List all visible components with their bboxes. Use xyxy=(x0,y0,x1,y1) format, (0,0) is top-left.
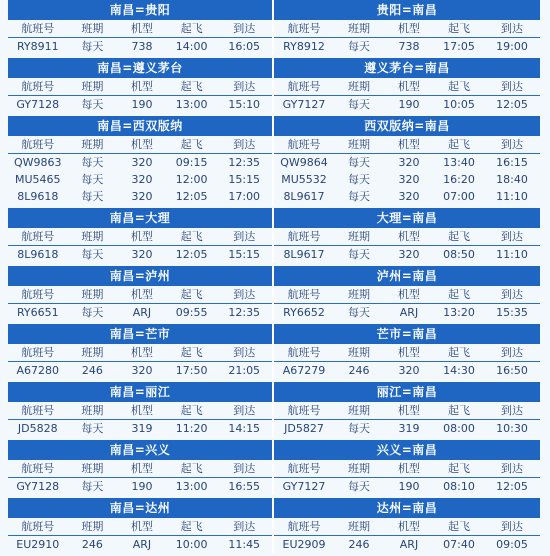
aircraft-type: 319 xyxy=(131,422,153,435)
schedule-days: 每天 xyxy=(348,422,370,435)
departure-time: 08:50 xyxy=(443,248,475,261)
flight-number: GY7128 xyxy=(16,480,60,493)
arrival-time: 10:30 xyxy=(496,422,528,435)
column-header: 航班号 xyxy=(21,346,55,359)
flight-row xyxy=(8,536,272,553)
arrival-time: 12:05 xyxy=(496,480,528,493)
outbound-route xyxy=(8,0,274,55)
aircraft-type: 320 xyxy=(398,173,420,186)
aircraft-type: ARJ xyxy=(132,306,152,319)
column-header: 航班号 xyxy=(287,22,321,35)
route-title: 南昌=丽江 xyxy=(8,382,272,402)
route-title: 南昌=兴义 xyxy=(8,440,272,460)
schedule-days: 每天 xyxy=(81,480,104,493)
column-header: 班期 xyxy=(81,22,104,35)
route-title: 芒市=南昌 xyxy=(274,324,540,344)
flight-row xyxy=(274,304,540,321)
aircraft-type: 320 xyxy=(398,156,420,169)
column-header-row xyxy=(274,286,540,304)
return-route xyxy=(274,0,540,55)
column-header: 到达 xyxy=(501,80,523,93)
departure-time: 08:10 xyxy=(443,480,475,493)
column-header: 到达 xyxy=(501,346,523,359)
column-header: 班期 xyxy=(348,22,370,35)
schedule-days: 每天 xyxy=(348,190,370,203)
schedule-days: 每天 xyxy=(81,190,104,203)
arrival-time: 14:15 xyxy=(228,422,261,435)
arrival-time: 16:05 xyxy=(228,40,261,53)
schedule-days: 每天 xyxy=(81,98,104,111)
schedule-days: 每天 xyxy=(81,173,104,186)
column-header: 班期 xyxy=(81,462,104,475)
route-section xyxy=(8,208,542,263)
column-header-row xyxy=(274,402,540,420)
flight-row xyxy=(274,171,540,188)
column-header: 到达 xyxy=(501,462,523,475)
flight-number: QW9863 xyxy=(14,156,62,169)
outbound-route xyxy=(8,324,274,379)
return-route xyxy=(274,208,540,263)
column-header: 机型 xyxy=(130,404,153,417)
column-header: 起飞 xyxy=(180,404,203,417)
column-header: 到达 xyxy=(233,138,256,151)
flight-row xyxy=(274,154,540,171)
flight-row xyxy=(274,96,540,113)
aircraft-type: 320 xyxy=(398,364,420,377)
return-route xyxy=(274,440,540,495)
arrival-time: 16:50 xyxy=(496,364,528,377)
flight-number: 8L9618 xyxy=(17,190,59,203)
column-header: 机型 xyxy=(130,138,153,151)
schedule-days: 246 xyxy=(81,364,103,377)
outbound-route xyxy=(8,382,274,437)
aircraft-type: 190 xyxy=(398,98,420,111)
departure-time: 17:05 xyxy=(443,40,475,53)
column-header: 航班号 xyxy=(287,462,321,475)
schedule-days: 每天 xyxy=(348,306,370,319)
arrival-time: 15:15 xyxy=(228,248,261,261)
column-header: 航班号 xyxy=(21,138,55,151)
departure-time: 12:00 xyxy=(175,173,208,186)
return-route xyxy=(274,266,540,321)
flight-row xyxy=(8,171,272,188)
arrival-time: 12:05 xyxy=(496,98,528,111)
outbound-route xyxy=(8,266,274,321)
column-header-row xyxy=(274,228,540,246)
column-header: 机型 xyxy=(398,80,420,93)
flight-row xyxy=(8,154,272,171)
aircraft-type: 320 xyxy=(131,156,153,169)
route-title: 大理=南昌 xyxy=(274,208,540,228)
flight-row xyxy=(274,188,540,205)
arrival-time: 19:00 xyxy=(496,40,528,53)
departure-time: 11:20 xyxy=(175,422,208,435)
arrival-time: 11:45 xyxy=(228,538,261,551)
schedule-days: 每天 xyxy=(348,480,370,493)
aircraft-type: 738 xyxy=(131,40,153,53)
column-header: 起飞 xyxy=(448,138,470,151)
flight-number: EU2909 xyxy=(282,538,326,551)
column-header: 航班号 xyxy=(287,288,321,301)
route-title: 兴义=南昌 xyxy=(274,440,540,460)
column-header: 班期 xyxy=(81,80,104,93)
column-header: 航班号 xyxy=(287,80,321,93)
column-header: 航班号 xyxy=(287,404,321,417)
column-header: 班期 xyxy=(81,404,104,417)
column-header: 到达 xyxy=(233,288,256,301)
route-section xyxy=(8,116,542,205)
schedule-days: 每天 xyxy=(81,248,104,261)
departure-time: 13:00 xyxy=(175,480,208,493)
column-header: 机型 xyxy=(398,22,420,35)
route-title: 贵阳=南昌 xyxy=(274,0,540,20)
departure-time: 08:00 xyxy=(443,422,475,435)
column-header: 班期 xyxy=(81,230,104,243)
flight-row xyxy=(8,38,272,55)
route-title: 南昌=泸州 xyxy=(8,266,272,286)
column-header: 起飞 xyxy=(180,230,203,243)
flight-row xyxy=(8,420,272,437)
column-header: 航班号 xyxy=(287,138,321,151)
column-header: 班期 xyxy=(348,80,370,93)
arrival-time: 12:35 xyxy=(228,306,261,319)
aircraft-type: 190 xyxy=(398,480,420,493)
route-section xyxy=(8,440,542,495)
flight-number: A67279 xyxy=(282,364,326,377)
aircraft-type: 320 xyxy=(131,190,153,203)
column-header: 起飞 xyxy=(180,346,203,359)
column-header: 机型 xyxy=(398,404,420,417)
column-header: 机型 xyxy=(130,80,153,93)
column-header: 到达 xyxy=(501,520,523,533)
route-title: 南昌=大理 xyxy=(8,208,272,228)
flight-number: A67280 xyxy=(16,364,60,377)
column-header-row xyxy=(274,20,540,38)
schedule-days: 每天 xyxy=(348,40,370,53)
aircraft-type: ARJ xyxy=(132,538,152,551)
route-section xyxy=(8,266,542,321)
column-header: 起飞 xyxy=(448,520,470,533)
aircraft-type: 320 xyxy=(398,248,420,261)
column-header-row xyxy=(8,78,272,96)
departure-time: 12:05 xyxy=(175,248,208,261)
aircraft-type: 320 xyxy=(131,248,153,261)
route-section xyxy=(8,382,542,437)
column-header: 班期 xyxy=(348,520,370,533)
route-title: 南昌=达州 xyxy=(8,498,272,518)
schedule-days: 每天 xyxy=(81,156,104,169)
outbound-route xyxy=(8,116,274,205)
departure-time: 14:30 xyxy=(443,364,475,377)
route-section xyxy=(8,58,542,113)
flight-row xyxy=(274,536,540,553)
column-header: 航班号 xyxy=(21,80,55,93)
flight-row xyxy=(8,478,272,495)
column-header-row xyxy=(8,136,272,154)
schedule-days: 每天 xyxy=(348,156,370,169)
schedule-days: 每天 xyxy=(81,40,104,53)
column-header-row xyxy=(8,402,272,420)
schedule-days: 每天 xyxy=(348,98,370,111)
column-header: 航班号 xyxy=(21,288,55,301)
column-header: 航班号 xyxy=(21,22,55,35)
column-header: 起飞 xyxy=(448,462,470,475)
return-route xyxy=(274,382,540,437)
schedule-days: 每天 xyxy=(348,248,370,261)
column-header-row xyxy=(274,518,540,536)
column-header: 班期 xyxy=(348,462,370,475)
column-header: 班期 xyxy=(348,404,370,417)
arrival-time: 16:55 xyxy=(228,480,261,493)
arrival-time: 15:35 xyxy=(496,306,528,319)
route-title: 西双版纳=南昌 xyxy=(274,116,540,136)
column-header: 机型 xyxy=(398,138,420,151)
aircraft-type: 190 xyxy=(131,98,153,111)
flight-row xyxy=(8,304,272,321)
flight-timetable xyxy=(8,0,542,556)
column-header-row xyxy=(8,518,272,536)
departure-time: 16:20 xyxy=(443,173,475,186)
column-header-row xyxy=(8,460,272,478)
arrival-time: 12:35 xyxy=(228,156,261,169)
column-header-row xyxy=(8,20,272,38)
column-header: 班期 xyxy=(348,346,370,359)
route-title: 南昌=西双版纳 xyxy=(8,116,272,136)
column-header: 班期 xyxy=(81,346,104,359)
column-header: 机型 xyxy=(398,462,420,475)
arrival-time: 16:15 xyxy=(496,156,528,169)
column-header: 机型 xyxy=(130,288,153,301)
arrival-time: 15:10 xyxy=(228,98,261,111)
schedule-days: 246 xyxy=(81,538,103,551)
departure-time: 09:55 xyxy=(175,306,208,319)
column-header: 班期 xyxy=(348,288,370,301)
column-header-row xyxy=(274,136,540,154)
column-header: 班期 xyxy=(81,138,104,151)
column-header: 起飞 xyxy=(448,288,470,301)
flight-number: GY7127 xyxy=(282,480,326,493)
aircraft-type: 319 xyxy=(398,422,420,435)
flight-row xyxy=(274,38,540,55)
flight-number: JD5827 xyxy=(284,422,324,435)
arrival-time: 18:40 xyxy=(496,173,528,186)
route-title: 南昌=遵义茅台 xyxy=(8,58,272,78)
flight-row xyxy=(274,420,540,437)
outbound-route xyxy=(8,498,274,553)
route-title: 南昌=贵阳 xyxy=(8,0,272,20)
flight-number: 8L9617 xyxy=(283,190,325,203)
departure-time: 10:00 xyxy=(175,538,208,551)
departure-time: 09:15 xyxy=(175,156,208,169)
column-header: 起飞 xyxy=(180,80,203,93)
aircraft-type: ARJ xyxy=(399,538,419,551)
column-header: 机型 xyxy=(398,520,420,533)
return-route xyxy=(274,116,540,205)
flight-number: RY8912 xyxy=(283,40,325,53)
column-header: 起飞 xyxy=(180,462,203,475)
column-header: 机型 xyxy=(130,520,153,533)
column-header: 到达 xyxy=(233,22,256,35)
departure-time: 14:00 xyxy=(175,40,208,53)
route-title: 南昌=芒市 xyxy=(8,324,272,344)
aircraft-type: ARJ xyxy=(399,306,419,319)
flight-number: RY8911 xyxy=(16,40,59,53)
column-header: 机型 xyxy=(398,288,420,301)
return-route xyxy=(274,58,540,113)
departure-time: 13:00 xyxy=(175,98,208,111)
arrival-time: 15:15 xyxy=(228,173,261,186)
departure-time: 10:05 xyxy=(443,98,475,111)
flight-row xyxy=(274,246,540,263)
column-header: 起飞 xyxy=(448,80,470,93)
column-header: 到达 xyxy=(501,230,523,243)
arrival-time: 11:10 xyxy=(496,248,528,261)
column-header: 班期 xyxy=(81,288,104,301)
column-header: 到达 xyxy=(233,462,256,475)
schedule-days: 每天 xyxy=(81,306,104,319)
column-header: 班期 xyxy=(348,230,370,243)
aircraft-type: 320 xyxy=(398,190,420,203)
route-section xyxy=(8,324,542,379)
column-header: 机型 xyxy=(130,346,153,359)
arrival-time: 17:00 xyxy=(228,190,261,203)
flight-row xyxy=(274,362,540,379)
schedule-days: 246 xyxy=(348,364,370,377)
column-header: 机型 xyxy=(130,230,153,243)
outbound-route xyxy=(8,440,274,495)
schedule-days: 每天 xyxy=(348,173,370,186)
route-title: 丽江=南昌 xyxy=(274,382,540,402)
return-route xyxy=(274,324,540,379)
departure-time: 17:50 xyxy=(175,364,208,377)
column-header: 到达 xyxy=(233,520,256,533)
departure-time: 13:20 xyxy=(443,306,475,319)
aircraft-type: 320 xyxy=(131,173,153,186)
flight-number: 8L9617 xyxy=(283,248,325,261)
column-header: 起飞 xyxy=(448,230,470,243)
column-header: 到达 xyxy=(233,230,256,243)
flight-number: GY7127 xyxy=(282,98,326,111)
route-title: 达州=南昌 xyxy=(274,498,540,518)
aircraft-type: 320 xyxy=(131,364,153,377)
arrival-time: 21:05 xyxy=(228,364,261,377)
outbound-route xyxy=(8,58,274,113)
departure-time: 07:40 xyxy=(443,538,475,551)
column-header-row xyxy=(274,460,540,478)
column-header: 航班号 xyxy=(21,404,55,417)
column-header: 到达 xyxy=(233,80,256,93)
column-header: 班期 xyxy=(81,520,104,533)
route-section xyxy=(8,0,542,55)
column-header: 航班号 xyxy=(287,230,321,243)
column-header: 到达 xyxy=(501,22,523,35)
column-header: 起飞 xyxy=(448,22,470,35)
flight-number: GY7128 xyxy=(16,98,60,111)
column-header: 航班号 xyxy=(21,230,55,243)
column-header: 到达 xyxy=(501,288,523,301)
flight-number: JD5828 xyxy=(17,422,58,435)
outbound-route xyxy=(8,208,274,263)
aircraft-type: 190 xyxy=(131,480,153,493)
flight-number: QW9864 xyxy=(280,156,328,169)
column-header-row xyxy=(8,286,272,304)
column-header: 起飞 xyxy=(180,288,203,301)
departure-time: 13:40 xyxy=(443,156,475,169)
column-header: 起飞 xyxy=(180,22,203,35)
column-header: 航班号 xyxy=(287,520,321,533)
departure-time: 12:05 xyxy=(175,190,208,203)
column-header: 到达 xyxy=(233,346,256,359)
column-header: 班期 xyxy=(348,138,370,151)
route-title: 遵义茅台=南昌 xyxy=(274,58,540,78)
column-header-row xyxy=(274,78,540,96)
departure-time: 07:00 xyxy=(443,190,475,203)
column-header: 航班号 xyxy=(287,346,321,359)
route-section xyxy=(8,498,542,553)
arrival-time: 11:10 xyxy=(496,190,528,203)
flight-row xyxy=(274,478,540,495)
schedule-days: 246 xyxy=(348,538,370,551)
column-header: 起飞 xyxy=(448,404,470,417)
column-header-row xyxy=(8,344,272,362)
flight-number: RY6652 xyxy=(283,306,325,319)
column-header: 机型 xyxy=(130,462,153,475)
column-header: 机型 xyxy=(130,22,153,35)
column-header: 起飞 xyxy=(180,138,203,151)
flight-row xyxy=(8,188,272,205)
column-header: 起飞 xyxy=(180,520,203,533)
column-header-row xyxy=(8,228,272,246)
flight-number: EU2910 xyxy=(16,538,60,551)
flight-number: MU5532 xyxy=(281,173,327,186)
flight-number: 8L9618 xyxy=(17,248,59,261)
schedule-days: 每天 xyxy=(81,422,104,435)
column-header: 到达 xyxy=(233,404,256,417)
column-header-row xyxy=(274,344,540,362)
flight-row xyxy=(8,96,272,113)
flight-row xyxy=(8,362,272,379)
column-header: 起飞 xyxy=(448,346,470,359)
arrival-time: 09:05 xyxy=(496,538,528,551)
flight-row xyxy=(8,246,272,263)
column-header: 航班号 xyxy=(21,462,55,475)
flight-number: MU5465 xyxy=(15,173,61,186)
column-header: 航班号 xyxy=(21,520,55,533)
column-header: 机型 xyxy=(398,230,420,243)
flight-number: RY6651 xyxy=(16,306,59,319)
column-header: 机型 xyxy=(398,346,420,359)
return-route xyxy=(274,498,540,553)
route-title: 泸州=南昌 xyxy=(274,266,540,286)
column-header: 到达 xyxy=(501,138,523,151)
aircraft-type: 738 xyxy=(398,40,420,53)
column-header: 到达 xyxy=(501,404,523,417)
